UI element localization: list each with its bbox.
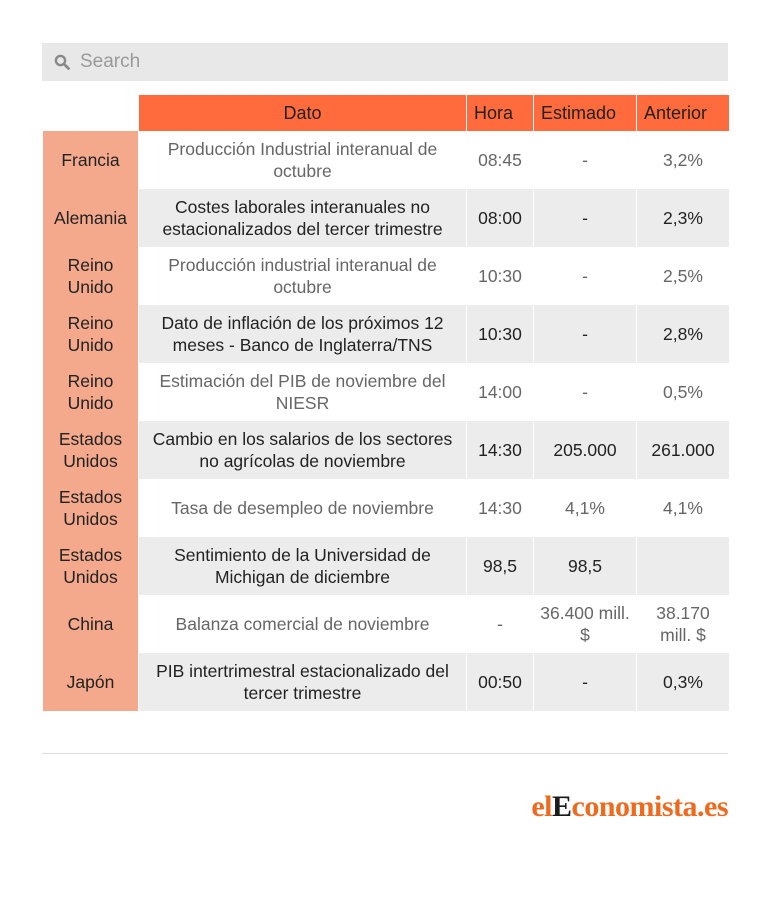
cell-hora: 14:30: [467, 479, 533, 537]
cell-hora: 98,5: [467, 537, 533, 595]
search-bar[interactable]: [42, 43, 728, 81]
cell-estimado: 98,5: [534, 537, 636, 595]
cell-country: Francia: [43, 131, 138, 189]
table-row: [43, 189, 729, 247]
cell-country: Estados Unidos: [43, 421, 138, 479]
cell-country: Japón: [43, 653, 138, 711]
cell-hora: 10:30: [467, 247, 533, 305]
cell-hora: 14:00: [467, 363, 533, 421]
cell-anterior: 2,5%: [637, 247, 729, 305]
cell-anterior: 2,8%: [637, 305, 729, 363]
cell-hora: 08:45: [467, 131, 533, 189]
logo-part-el: el: [531, 790, 552, 823]
cell-dato: Cambio en los salarios de los sectores no agrícolas de noviembre: [139, 421, 466, 479]
table-row: [43, 595, 729, 653]
cell-estimado: 4,1%: [534, 479, 636, 537]
cell-anterior: 3,2%: [637, 131, 729, 189]
cell-anterior: [637, 537, 729, 595]
header-blank: [43, 95, 138, 131]
cell-estimado: -: [534, 131, 636, 189]
cell-dato: Balanza comercial de noviembre: [139, 595, 466, 653]
cell-dato: Estimación del PIB de noviembre del NIESR: [139, 363, 466, 421]
cell-estimado: -: [534, 653, 636, 711]
cell-estimado: -: [534, 363, 636, 421]
cell-anterior: 2,3%: [637, 189, 729, 247]
table-header-row: [43, 95, 729, 131]
header-anterior: Anterior: [637, 95, 729, 131]
cell-anterior: 4,1%: [637, 479, 729, 537]
table-row: [43, 247, 729, 305]
cell-country: Estados Unidos: [43, 537, 138, 595]
cell-country: Reino Unido: [43, 247, 138, 305]
cell-country: Estados Unidos: [43, 479, 138, 537]
table-row: [43, 421, 729, 479]
table-row: [43, 363, 729, 421]
cell-dato: Tasa de desempleo de noviembre: [139, 479, 466, 537]
cell-anterior: 0,3%: [637, 653, 729, 711]
table-row: [43, 305, 729, 363]
cell-hora: 00:50: [467, 653, 533, 711]
economic-calendar-table: [42, 95, 730, 711]
cell-dato: Producción Industrial interanual de octubre: [139, 131, 466, 189]
cell-dato: Sentimiento de la Universidad de Michigan de diciembre: [139, 537, 466, 595]
cell-estimado: -: [534, 247, 636, 305]
search-input[interactable]: [80, 51, 680, 73]
cell-country: Reino Unido: [43, 363, 138, 421]
cell-dato: Producción industrial interanual de octubre: [139, 247, 466, 305]
header-hora: Hora: [467, 95, 533, 131]
cell-estimado: 36.400 mill. $: [534, 595, 636, 653]
cell-estimado: -: [534, 305, 636, 363]
cell-country: China: [43, 595, 138, 653]
eleconomista-logo[interactable]: [531, 790, 728, 824]
divider: [42, 753, 728, 754]
cell-hora: 08:00: [467, 189, 533, 247]
cell-anterior: 0,5%: [637, 363, 729, 421]
cell-dato: PIB intertrimestral estacionalizado del tercer trimestre: [139, 653, 466, 711]
cell-anterior: 38.170 mill. $: [637, 595, 729, 653]
cell-country: Reino Unido: [43, 305, 138, 363]
cell-hora: 10:30: [467, 305, 533, 363]
cell-country: Alemania: [43, 189, 138, 247]
cell-dato: Costes laborales interanuales no estacionalizados del tercer trimestre: [139, 189, 466, 247]
table-row: [43, 537, 729, 595]
table-row: [43, 131, 729, 189]
cell-estimado: -: [534, 189, 636, 247]
table-row: [43, 653, 729, 711]
cell-anterior: 261.000: [637, 421, 729, 479]
cell-estimado: 205.000: [534, 421, 636, 479]
table-row: [43, 479, 729, 537]
header-estimado: Estimado: [534, 95, 636, 131]
cell-dato: Dato de inflación de los próximos 12 meses - Banco de Inglaterra/TNS: [139, 305, 466, 363]
cell-hora: 14:30: [467, 421, 533, 479]
search-icon: [54, 54, 70, 70]
header-dato: Dato: [139, 95, 466, 131]
cell-hora: -: [467, 595, 533, 653]
logo-part-e: E: [552, 790, 572, 823]
logo-part-rest: conomista.es: [571, 790, 728, 823]
